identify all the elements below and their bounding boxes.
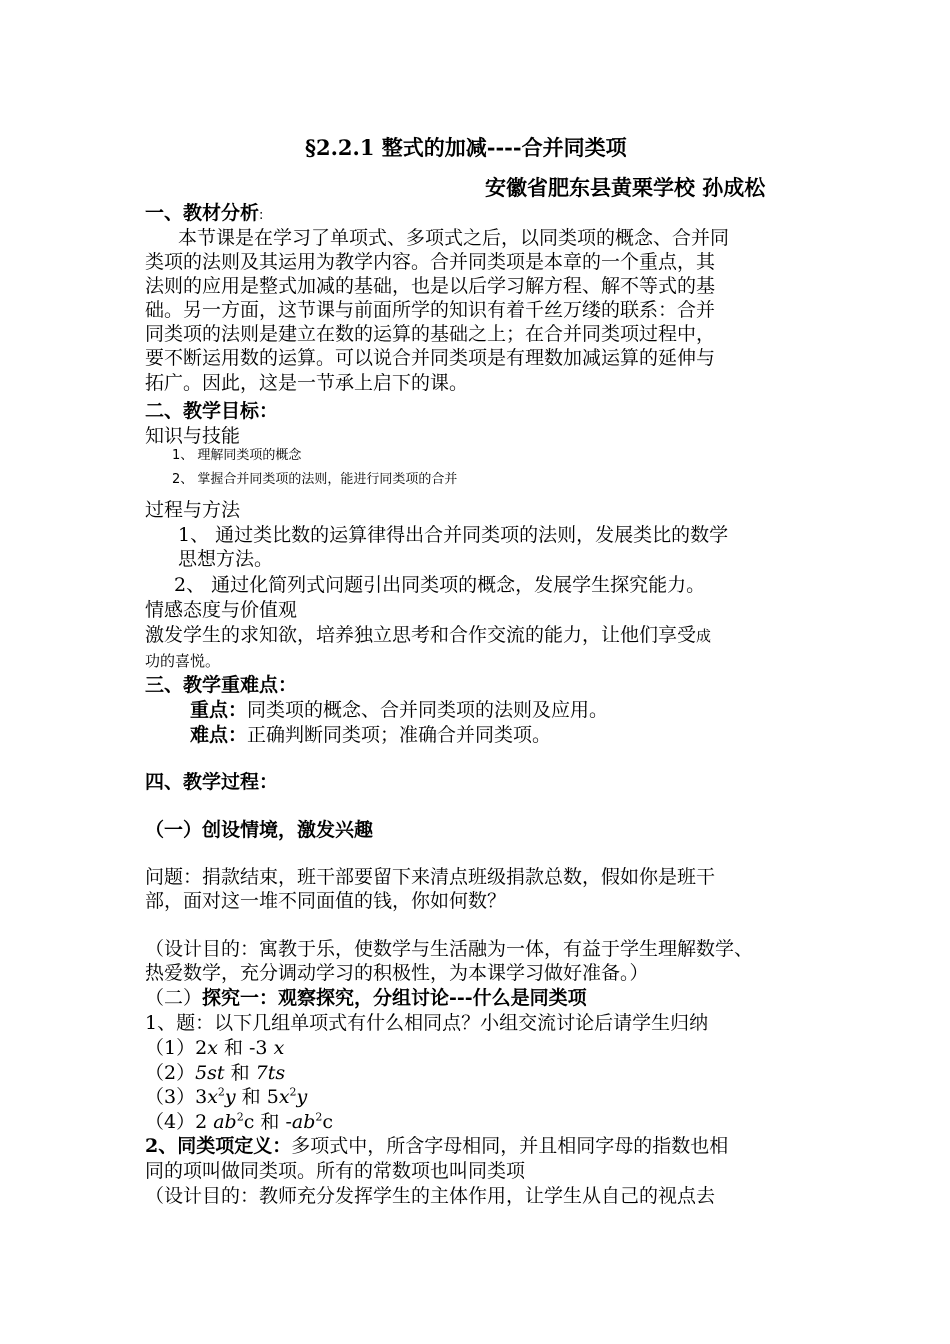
paragraph-line: 本节课是在学习了单项式、多项式之后，以同类项的概念、合并同 <box>178 227 730 249</box>
section-2-heading: 二、教学目标： <box>145 400 279 422</box>
paragraph-line: 拓广。因此，这是一节承上启下的课。 <box>145 372 469 394</box>
goal-text-tail: 成 <box>696 627 712 645</box>
question-line: 问题：捐款结束，班干部要留下来清点班级捐款总数，假如你是班干 <box>145 866 716 888</box>
exponent: 2 <box>217 1085 225 1099</box>
conj: 和 <box>254 1111 286 1133</box>
item-number: （4） <box>145 1111 196 1133</box>
design-purpose: 热爱数学，充分调动学习的积极性，为本课学习做好准备。） <box>145 962 649 984</box>
item-number: （2） <box>145 1062 196 1084</box>
knowledge-subheading: 知识与技能 <box>145 425 241 447</box>
difficulty-point <box>190 723 551 747</box>
subsection-2-number: （二） <box>145 987 203 1009</box>
heading-text: 一、教材分析 <box>145 202 260 224</box>
goal-text-main: 激发学生的求知欲，培养独立思考和合作交流的能力，让他们享受 <box>145 624 697 646</box>
conj: 和 <box>235 1086 267 1108</box>
task-line: 1、题：以下几组单项式有什么相同点？小组交流讨论后请学生归纳 <box>145 1012 709 1034</box>
question-line: 部，面对这一堆不同面值的钱，你如何数？ <box>145 890 507 912</box>
goal-item: 1、 理解同类项的概念 <box>172 448 302 463</box>
term: 7ts <box>255 1062 286 1084</box>
goal-item: 2、 掌握合并同类项的法则，能进行同类项的合并 <box>172 472 458 487</box>
var: ab <box>291 1111 316 1133</box>
goal-item-continued: 思想方法。 <box>178 548 274 570</box>
paragraph-line: 法则的应用是整式加减的基础，也是以后学习解方程、解不等式的基 <box>145 275 716 297</box>
definition-label: 2、同类项定义： <box>145 1135 292 1157</box>
var: c <box>322 1111 334 1133</box>
exponent: 2 <box>289 1085 297 1099</box>
var: y <box>224 1086 236 1108</box>
coef: 3 <box>195 1086 208 1108</box>
var: x <box>207 1086 218 1108</box>
key-text: 同类项的概念、合并同类项的法则及应用。 <box>247 699 609 721</box>
var: x <box>273 1037 285 1059</box>
key-point <box>190 698 608 722</box>
term: 5st <box>195 1062 225 1084</box>
coef: - <box>285 1111 292 1133</box>
definition-text: 多项式中，所含字母相同，并且相同字母的指数也相 <box>291 1135 729 1157</box>
goal-text: 功的喜悦。 <box>145 652 221 670</box>
coef: 5 <box>266 1086 279 1108</box>
var: y <box>296 1086 308 1108</box>
coef: 2 <box>195 1111 214 1133</box>
difficulty-text: 正确判断同类项；准确合并同类项。 <box>247 724 552 746</box>
difficulty-label: 难点： <box>190 724 248 746</box>
paragraph-line: 类项的法则及其运用为教学内容。合并同类项是本章的一个重点，其 <box>145 251 716 273</box>
subsection-2-title: 探究一：观察探究，分组讨论---什么是同类项 <box>202 987 587 1009</box>
emotion-subheading: 情感态度与价值观 <box>145 599 298 621</box>
key-label: 重点： <box>190 699 248 721</box>
heading-colon: : <box>259 208 264 223</box>
monomial-pair-3 <box>145 1085 307 1109</box>
var: x <box>207 1037 218 1059</box>
var: c <box>243 1111 255 1133</box>
monomial-pair-1 <box>145 1036 284 1060</box>
var: x <box>278 1086 290 1108</box>
paragraph-line: 础。另一方面，这节课与前面所学的知识有着千丝万缕的联系：合并 <box>145 299 716 321</box>
definition-line: 同的项叫做同类项。所有的常数项也叫同类项 <box>145 1160 526 1182</box>
item-number: （1） <box>145 1037 196 1059</box>
paragraph-line: 同类项的法则是建立在数的运算的基础之上；在合并同类项过程中， <box>145 323 716 345</box>
design-purpose: （设计目的：教师充分发挥学生的主体作用，让学生从自己的视点去 <box>145 1185 716 1207</box>
exponent: 2 <box>315 1110 323 1124</box>
document-title: §2.2.1 整式的加减----合并同类项 <box>305 135 627 160</box>
monomial-pair-4 <box>145 1110 333 1134</box>
section-3-heading: 三、教学重难点： <box>145 674 298 696</box>
subsection-1-heading: （一）创设情境，激发兴趣 <box>145 819 374 841</box>
item-number: （3） <box>145 1086 196 1108</box>
goal-item: 1、 通过类比数的运算律得出合并同类项的法则，发展类比的数学 <box>178 524 729 546</box>
conj: 和 <box>217 1037 249 1059</box>
coef: 2 <box>195 1037 208 1059</box>
subsection-2-heading <box>145 986 587 1010</box>
definition-line <box>145 1134 728 1158</box>
author-line: 安徽省肥东县黄栗学校 孙成松 <box>485 175 766 200</box>
goal-text <box>145 623 711 648</box>
process-subheading: 过程与方法 <box>145 499 241 521</box>
section-4-heading: 四、教学过程： <box>145 771 279 793</box>
exponent: 2 <box>236 1110 244 1124</box>
conj: 和 <box>224 1062 256 1084</box>
paragraph-line: 要不断运用数的运算。可以说合并同类项是有理数加减运算的延伸与 <box>145 347 716 369</box>
monomial-pair-2 <box>145 1061 285 1085</box>
coef: -3 <box>249 1037 274 1059</box>
goal-item: 2、 通过化简列式问题引出同类项的概念，发展学生探究能力。 <box>174 574 706 596</box>
design-purpose: （设计目的：寓教于乐，使数学与生活融为一体，有益于学生理解数学、 <box>145 938 754 960</box>
var: ab <box>213 1111 237 1133</box>
section-1-heading <box>145 201 263 228</box>
